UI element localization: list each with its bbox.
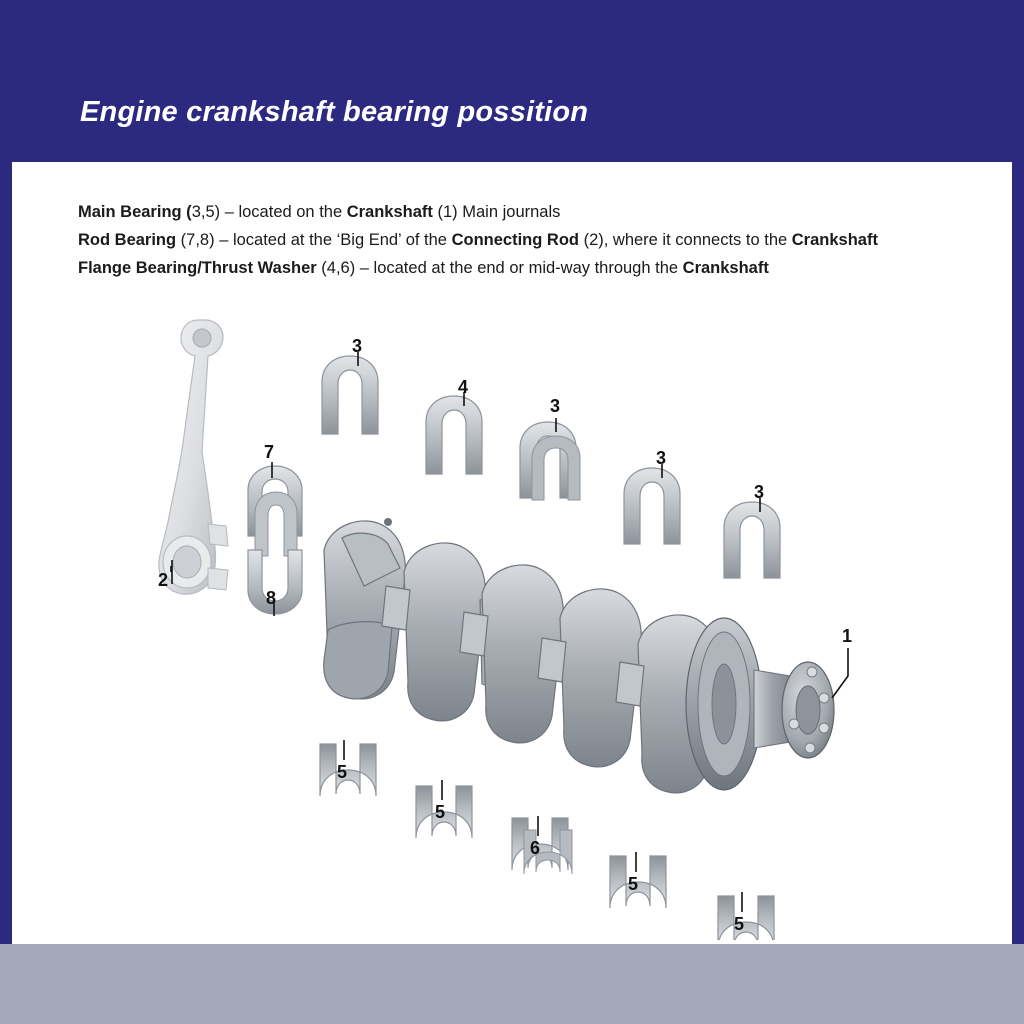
desc1-bold1: Main Bearing ( xyxy=(78,203,192,221)
callout-3-a: 3 xyxy=(352,336,363,356)
callout-6: 6 xyxy=(530,838,541,858)
description-line-main-bearing xyxy=(78,198,1008,226)
callout-1: 1 xyxy=(842,626,853,646)
description-line-flange-bearing xyxy=(78,254,1008,282)
callout-2: 2 xyxy=(158,570,169,590)
desc2-bold2: Connecting Rod xyxy=(451,231,579,249)
main-bearing-shell-lower-4 xyxy=(718,896,774,940)
callout-8: 8 xyxy=(266,588,277,608)
callout-3-d: 3 xyxy=(754,482,765,502)
desc3-mid1: (4,6) – located at the end or mid-way through the xyxy=(316,259,683,277)
desc2-mid2: (2), where it connects to the xyxy=(578,231,792,249)
crankshaft-hub xyxy=(782,662,834,758)
desc1-mid1: 3,5) – located on the xyxy=(191,203,347,221)
main-bearing-shell-lower-1 xyxy=(320,744,376,796)
crankshaft-diagram xyxy=(12,300,1012,940)
callout-4: 3 xyxy=(550,396,561,416)
desc1-bold2: Crankshaft xyxy=(346,203,433,221)
callout-5-a: 5 xyxy=(337,762,348,782)
callout-7: 7 xyxy=(264,442,275,462)
desc3-bold1: Flange Bearing/Thrust Washer xyxy=(78,259,317,277)
footer-band xyxy=(0,944,1024,1024)
description-line-rod-bearing xyxy=(78,226,1008,254)
desc2-bold1: Rod Bearing xyxy=(78,231,177,249)
main-bearing-shell-upper-3 xyxy=(624,468,680,544)
desc2-mid1: (7,8) – located at the ‘Big End’ of the xyxy=(176,231,452,249)
page-title: Engine crankshaft bearing possition xyxy=(80,96,589,128)
header-band xyxy=(0,0,1024,162)
main-bearing-shell-upper-1 xyxy=(322,356,378,434)
callout-3-b: 4 xyxy=(458,377,469,397)
description-block xyxy=(78,198,1008,282)
flywheel-ring-gear xyxy=(686,618,762,790)
connecting-rod-part xyxy=(159,320,228,594)
callout-5-d: 5 xyxy=(734,914,745,934)
main-bearing-shell-upper-4 xyxy=(724,502,780,578)
callout-3-c: 3 xyxy=(656,448,667,468)
callout-5-b: 5 xyxy=(435,802,446,822)
main-bearing-shell-upper-2 xyxy=(426,396,482,474)
desc1-mid2: (1) Main journals xyxy=(432,203,561,221)
diagram-svg xyxy=(12,300,1012,940)
desc3-bold2: Crankshaft xyxy=(682,259,769,277)
desc2-bold3: Crankshaft xyxy=(791,231,878,249)
callout-5-c: 5 xyxy=(628,874,639,894)
crankshaft-body xyxy=(324,518,834,793)
